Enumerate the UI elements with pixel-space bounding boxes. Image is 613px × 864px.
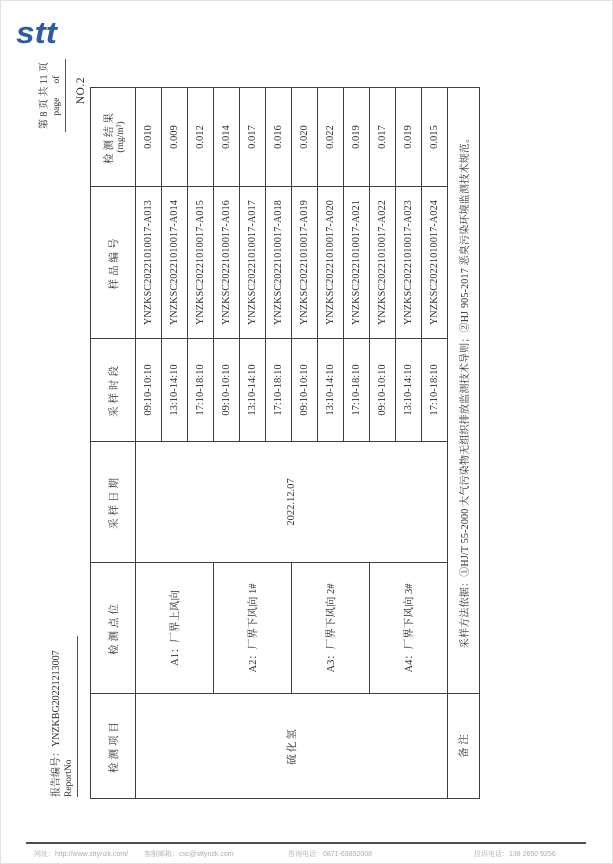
result-header-cn: 检测结果: [103, 110, 115, 164]
remark-text-cell: 采样方法依据：①HJ/T 55-2000 大气污染物无组织排放监测技术导则；②HJ 905-2017 恶臭污染环境监测技术规范。: [448, 88, 480, 694]
table-header-row: [91, 88, 136, 799]
sample-id-cell: YNZKSC20221010017-A021: [344, 187, 370, 339]
stt-logo: stt: [16, 15, 57, 50]
period-cell: 17:10-18:10: [266, 339, 292, 442]
period-cell: 09:10-10:10: [136, 339, 162, 442]
period-cell: 17:10-18:10: [344, 339, 370, 442]
result-cell: 0.016: [266, 88, 292, 187]
period-cell: 13:10-14:10: [162, 339, 188, 442]
report-number-cn: 报告编号：YNZKBG20221213007: [51, 650, 62, 797]
col-header-item: 检测项目: [91, 694, 136, 799]
col-header-date: 采样日期: [91, 442, 136, 563]
sample-id-cell: YNZKSC20221010017-A022: [370, 187, 396, 339]
result-cell: 0.019: [344, 88, 370, 187]
result-cell: 0.019: [396, 88, 422, 187]
sample-id-cell: YNZKSC20221010017-A020: [318, 187, 344, 339]
page-number-en: page of: [52, 75, 62, 116]
result-header-unit: (mg/m³): [115, 121, 126, 153]
result-cell: 0.020: [292, 88, 318, 187]
location-cell: A1：厂界上风向: [136, 563, 214, 694]
sample-id-cell: YNZKSC20221010017-A024: [422, 187, 448, 339]
location-cell: A3：厂界下风向 2#: [292, 563, 370, 694]
footer-phone: 咨询电话：0871-63852008: [288, 851, 373, 858]
footer-divider: [26, 842, 586, 844]
table-row: [136, 88, 162, 799]
period-cell: 13:10-14:10: [396, 339, 422, 442]
col-header-result: [91, 88, 136, 187]
footer-email: 客服邮箱：csc@sttynzk.com: [144, 851, 234, 858]
result-cell: 0.017: [370, 88, 396, 187]
period-cell: 13:10-14:10: [240, 339, 266, 442]
result-cell: 0.022: [318, 88, 344, 187]
result-cell: 0.015: [422, 88, 448, 187]
page-number-cn: 第 8 页 共 11 页: [39, 62, 50, 130]
footer-website: 网址：http://www.sttynzk.com/: [34, 851, 129, 858]
col-header-location: 检测点位: [91, 563, 136, 694]
sample-id-cell: YNZKSC20221010017-A015: [188, 187, 214, 339]
sample-id-cell: YNZKSC20221010017-A019: [292, 187, 318, 339]
sheet-number: NO.2: [75, 77, 87, 105]
date-value-cell: 2022.12.07: [136, 442, 448, 563]
remark-label-cell: 备 注: [448, 694, 480, 799]
result-cell: 0.009: [162, 88, 188, 187]
result-cell: 0.017: [240, 88, 266, 187]
footer-complaint-phone: 投诉电话：138 2650 9256: [474, 851, 556, 858]
sample-id-cell: YNZKSC20221010017-A018: [266, 187, 292, 339]
period-cell: 17:10-18:10: [422, 339, 448, 442]
page-number-block: [39, 59, 66, 132]
sample-id-cell: YNZKSC20221010017-A014: [162, 187, 188, 339]
landscape-page-header: [39, 59, 90, 799]
report-number-en: ReportNo: [64, 759, 74, 797]
period-cell: 09:10-10:10: [370, 339, 396, 442]
result-cell: 0.012: [188, 88, 214, 187]
sample-id-cell: YNZKSC20221010017-A023: [396, 187, 422, 339]
col-header-period: 采样时段: [91, 339, 136, 442]
remark-row: [448, 88, 480, 799]
rotated-landscape-content: [39, 59, 479, 799]
period-cell: 13:10-14:10: [318, 339, 344, 442]
period-cell: 09:10-10:10: [214, 339, 240, 442]
col-header-sample-id: 样品编号: [91, 187, 136, 339]
period-cell: 17:10-18:10: [188, 339, 214, 442]
location-cell: A4：厂界下风向 3#: [370, 563, 448, 694]
period-cell: 09:10-10:10: [292, 339, 318, 442]
sample-id-cell: YNZKSC20221010017-A017: [240, 187, 266, 339]
location-cell: A2：厂界下风向 1#: [214, 563, 292, 694]
item-value-cell: 硫化氢: [136, 694, 448, 799]
results-table: [90, 87, 480, 799]
result-cell: 0.014: [214, 88, 240, 187]
report-number-block: [51, 636, 78, 797]
result-cell: 0.010: [136, 88, 162, 187]
sample-id-cell: YNZKSC20221010017-A013: [136, 187, 162, 339]
sample-id-cell: YNZKSC20221010017-A016: [214, 187, 240, 339]
